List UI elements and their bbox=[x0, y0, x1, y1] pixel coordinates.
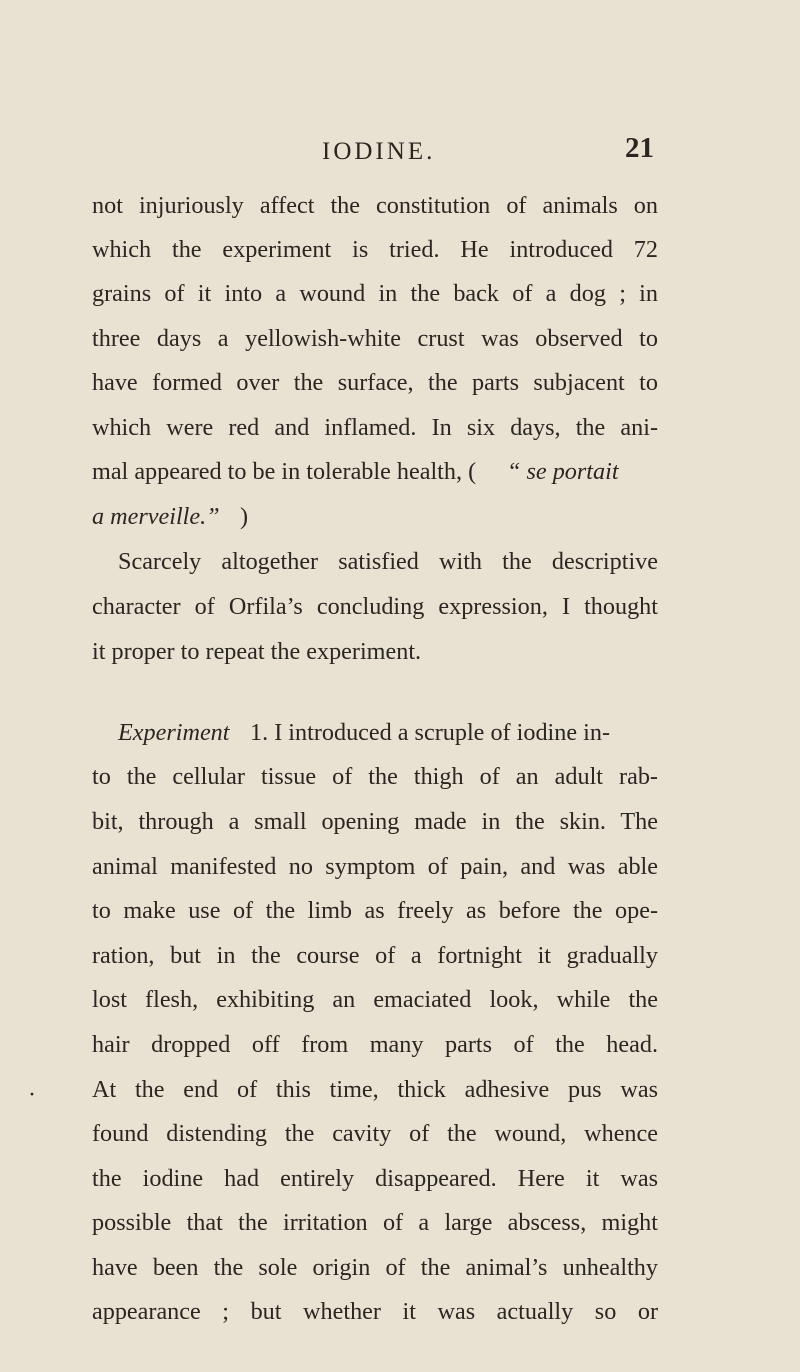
line-text: it proper to repeat the experiment. bbox=[92, 638, 422, 665]
text-line bbox=[0, 1292, 800, 1332]
text-line bbox=[0, 1159, 800, 1199]
line-text: have been the sole origin of the animal’s unhealthy bbox=[92, 1254, 658, 1281]
line-text: possible that the irritation of a large abscess, might bbox=[92, 1209, 658, 1236]
text-line bbox=[0, 497, 800, 537]
text-line bbox=[0, 408, 800, 448]
line-text: ration, but in the course of a fortnight it gradually bbox=[92, 942, 658, 969]
line-text: grains of it into a wound in the back of a dog ; in bbox=[92, 280, 658, 307]
line-text: bit, through a small opening made in the skin. The bbox=[92, 808, 658, 835]
line-text: have formed over the surface, the parts subjacent to bbox=[92, 369, 658, 396]
text-line bbox=[0, 632, 800, 672]
line-text: hair dropped off from many parts of the head. bbox=[92, 1031, 658, 1058]
line-text: to make use of the limb as freely as before the ope- bbox=[92, 897, 658, 924]
text-line bbox=[0, 802, 800, 842]
text-line bbox=[0, 891, 800, 931]
line-text-italic: Experiment bbox=[118, 719, 230, 746]
line-text-italic: “ se portait bbox=[507, 458, 619, 485]
line-text: lost flesh, exhibiting an emaciated look, while the bbox=[92, 986, 658, 1013]
line-text: to the cellular tissue of the thigh of an adult rab- bbox=[92, 763, 658, 790]
text-line bbox=[0, 186, 800, 226]
line-text: the iodine had entirely disappeared. Here it was bbox=[92, 1165, 658, 1192]
line-text: ) bbox=[240, 503, 249, 530]
line-text: mal appeared to be in tolerable health, ( bbox=[92, 458, 477, 485]
stray-mark: · bbox=[28, 1082, 36, 1108]
text-line bbox=[0, 542, 800, 582]
text-line bbox=[0, 936, 800, 976]
line-text-italic: a merveille.” bbox=[92, 503, 220, 530]
line-text: appearance ; but whether it was actually so or bbox=[92, 1298, 658, 1325]
text-line bbox=[0, 274, 800, 314]
text-line bbox=[0, 363, 800, 403]
running-head bbox=[0, 132, 800, 178]
text-line bbox=[0, 713, 800, 753]
line-text: At the end of this time, thick adhesive pus was bbox=[92, 1076, 658, 1103]
text-line bbox=[0, 452, 800, 492]
page-number: 21 bbox=[625, 132, 654, 164]
line-text: found distending the cavity of the wound, whence bbox=[92, 1120, 658, 1147]
line-text: Scarcely altogether satisfied with the descriptive bbox=[118, 548, 658, 575]
text-line bbox=[0, 1203, 800, 1243]
text-line bbox=[0, 1248, 800, 1288]
line-text: 1. I introduced a scruple of iodine in- bbox=[250, 719, 611, 746]
text-line bbox=[0, 847, 800, 887]
text-line bbox=[0, 587, 800, 627]
text-line bbox=[0, 980, 800, 1020]
running-title: IODINE. bbox=[322, 138, 436, 165]
text-line bbox=[0, 757, 800, 797]
text-line bbox=[0, 230, 800, 270]
line-text: not injuriously affect the constitution of animals on bbox=[92, 192, 658, 219]
line-text: which the experiment is tried. He introduced 72 bbox=[92, 236, 658, 263]
line-text: animal manifested no symptom of pain, and was able bbox=[92, 853, 658, 880]
text-line bbox=[0, 1114, 800, 1154]
text-line bbox=[0, 1070, 800, 1110]
text-line bbox=[0, 319, 800, 359]
text-line bbox=[0, 1025, 800, 1065]
line-text: three days a yellowish-white crust was observed to bbox=[92, 325, 658, 352]
line-text: which were red and inflamed. In six days, the ani- bbox=[92, 414, 658, 441]
line-text: character of Orfila’s concluding expression, I thought bbox=[92, 593, 658, 620]
